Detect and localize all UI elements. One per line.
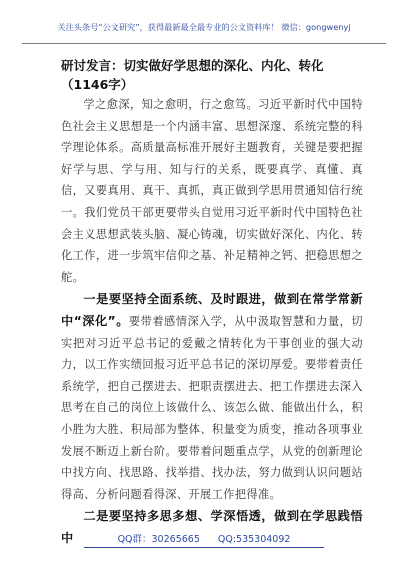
footer-qq: QQ:535304092	[217, 534, 291, 545]
point-two-heading: 二是要坚持多思多想、学深悟透，做到在学思践悟中	[61, 509, 363, 545]
footer-underline	[84, 547, 324, 548]
header-divider	[22, 43, 386, 44]
document-title: 研讨发言：切实做好学思想的深化、内化、转化（1146字）	[61, 58, 324, 92]
point-one-body: 要带着感情深入学，从中汲取智慧和力量，切实把对习近平总书记的爱戴之情转化为干事创业的强大动力，以工作实绩回报习近平总书记的深切厚爱。要带着责任系统学，把自己摆进去、把职责摆进去、把工作摆进去深入思考在自己的岗位上该做什么、该怎么做、能做出什么，积小胜为大胜、积局部为整体、积量变为质变，推动各项事业发展不断迈上新台阶。要带着问题重点学，从党的创新理论中找方向、找思路、找举措、找办法，努力做到认识问题站得高、分析问题看得深、开展工作把得准。	[61, 314, 363, 501]
footer-contact	[0, 531, 408, 545]
footer-qq-group: QQ群：30265665	[117, 534, 200, 545]
intro-paragraph: 学之愈深，知之愈明，行之愈笃。习近平新时代中国特色社会主义思想是一个内涵丰富、思想深邃、系统完整的科学理论体系。高质量高标准开展好主题教育，关键是要把握好学与思、学与用、知与行的关系，既要真学、真懂、真信，又要真用、真干、真抓，真正做到学思用贯通知信行统一。我们党员干部更要带头自觉用习近平新时代中国特色社会主义思想武装头脑、凝心铸魂，切实做好深化、内化、转化工作，进一步筑牢信仰之基、补足精神之钙、把稳思想之舵。	[61, 98, 363, 284]
point-one-heading: 一是要坚持全面系统、及时跟进，做到在常学常新中“深化”。	[61, 292, 363, 328]
header-notice: 关注头条号“公文研究”，获得最新最全最专业的公文资料库！ 微信：gongwenyj	[57, 22, 351, 32]
point-one-paragraph	[61, 289, 363, 505]
